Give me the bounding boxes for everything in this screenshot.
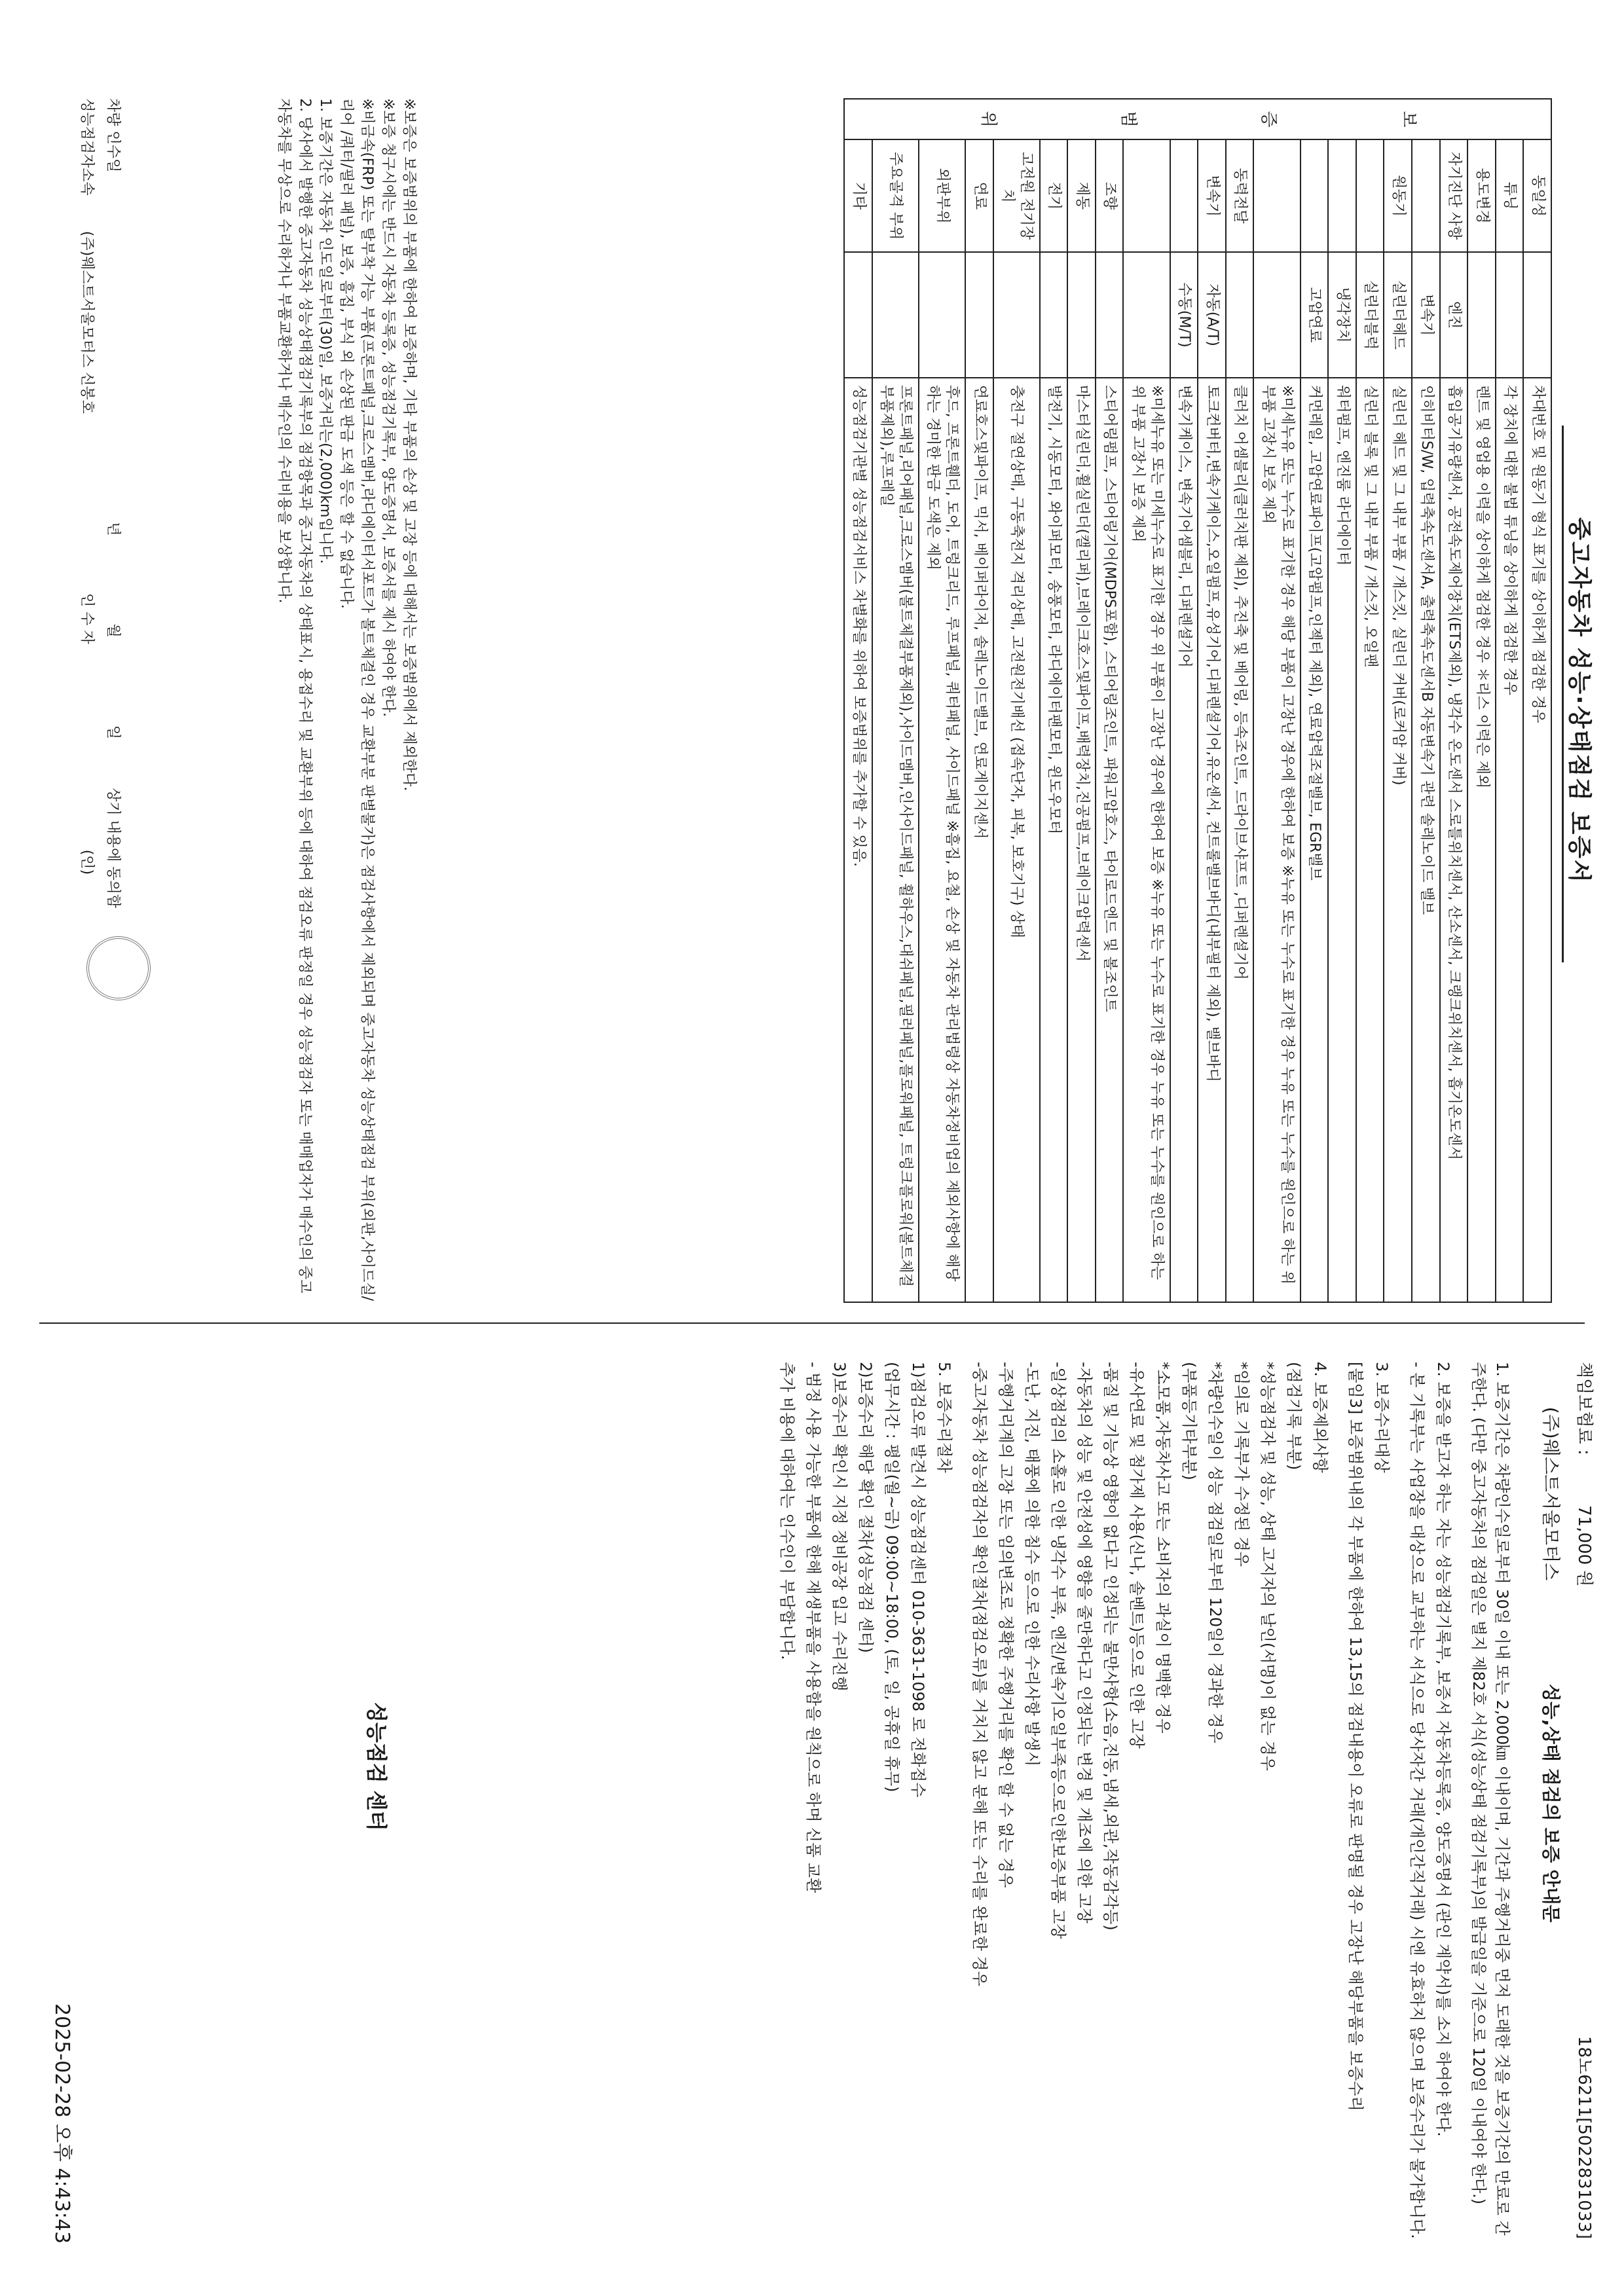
warranty-row (919, 99, 965, 1302)
row-subcategory (1523, 252, 1551, 378)
warranty-row (844, 99, 872, 1302)
row-category: 동력전달 (1226, 139, 1254, 252)
row-subcategory: 실린더블럭 (1356, 252, 1384, 378)
warranty-note: ※보증 청구시에는 반드시 자동차 등록증, 성능점검기록부, 양도증명서, 보증서를 제시 하여야 한다. (380, 98, 397, 718)
notice-title-line (1539, 1362, 1565, 2239)
row-description: 인히비터S/W, 입력축속도센서A, 출력축속도센서B 자동변속기 관련 솔레노이드 밸브 (1412, 378, 1440, 1302)
row-description: 토크컨버터,변속기케이스,오일펌프,유성기어,디퍼렌셜기어,유온센서, 컨트롤밸브바디(내부필터 제외), 밸브바디 (1198, 378, 1226, 1302)
row-category: 조향 (1096, 139, 1124, 252)
warranty-row (1124, 99, 1170, 1302)
row-subcategory (1496, 252, 1524, 378)
warranty-row (1356, 99, 1384, 1302)
row-description: 차대번호 및 원동기 형식 표기를 상이하게 점검한 경우 (1523, 378, 1551, 1302)
center-name: (주)웨스트서울모터스 신봉호 (79, 230, 95, 414)
row-subcategory (1467, 252, 1496, 378)
row-subcategory: 실린더헤드 (1384, 252, 1412, 378)
warranty-row (965, 99, 993, 1302)
notice-line: 3)보증수리 확인시 지정 정비공장 입고 수리진행 (830, 1362, 849, 1692)
notice-line: *차량인수일이 성능 점검일로부터 120일이 경과한 경우 (1206, 1362, 1225, 1743)
row-category (1170, 139, 1198, 252)
row-description: 마스터실린더,휠실린더(캘리퍼),브레이크호스및파이프,배력장치,진공펌프,브레이크압력센서 (1067, 378, 1096, 1302)
notice-line: 2)보증수리 해당 확인 절차(성능점검 센터) (857, 1362, 875, 1653)
warranty-table (843, 98, 1552, 1303)
row-category: 변속기 (1198, 139, 1226, 252)
warranty-row (1328, 99, 1356, 1302)
warranty-row (1226, 99, 1254, 1302)
row-category: 동일성 (1523, 139, 1551, 252)
row-subcategory (872, 252, 919, 378)
row-category (1301, 139, 1329, 252)
notice-line: -중고자동차 성능점검자의 확인절차(점검오류)를 거치지 않고 분해 또는 수리를 완료한 경우 (970, 1362, 989, 1986)
notice-company: (주)웨스트서울모터스 (1540, 1406, 1562, 1581)
warranty-row (1253, 99, 1300, 1302)
row-description: 렌트 및 영업용 이력을 상이하게 점검한 경우 ＊리스 이력은 제외 (1467, 378, 1496, 1302)
notice-line: -주행거리계의 고장 또는 임의변조로 정확한 주행거리를 확인 할 수 없는 경우 (997, 1362, 1015, 1888)
notice-line: 추가 비용에 대하여는 인수인이 부담합니다. (778, 1362, 796, 1660)
warranty-note: 2. 당사에서 발행한 중고자동차 성능상태점검기록부의 점검항목과 중고자동차의 상태표시, 용접수리 및 교환부위 등에 대하여 점검오류 판정일 경우 성능점검자 또는 매매업자가 매수인의 중고자동차를 무상으로 수리하거나 부품교환하거나 매수인의 수리비용을 보상합니다. (275, 98, 313, 1294)
notice-line: -품질 및 기능상 영향이 없다고 인정되는 불만사항(소음,진동,냄새,외관,작동감각등) (1101, 1362, 1120, 1931)
row-description: 변속기케이스, 변속기어셈블리, 디퍼렌셜기어 (1170, 378, 1198, 1302)
row-category: 외판부위 (919, 139, 965, 252)
warranty-row (1170, 99, 1198, 1302)
row-subcategory (844, 252, 872, 378)
scope-heading-char: 범 (1118, 111, 1138, 128)
row-subcategory: 변속기 (1412, 252, 1440, 378)
notice-line: -도난, 지진, 태풍에 의한 침수 등으로 인한 수리사항 발생시 (1023, 1362, 1041, 1767)
warranty-row (1523, 99, 1551, 1302)
notice-line: *성능점검자 및 성능, 상태 고지자의 날인(서명)이 없는 경우 (1259, 1362, 1277, 1771)
row-category (1356, 139, 1384, 252)
row-description: 흡입공기유량센서, 공전속도제어장치(ETS제외), 냉각수 온도센서 스로틀위치센서, 산소센서, 크랭크위치센서, 흡기온도센서 (1440, 378, 1468, 1302)
title-underline (1562, 426, 1564, 962)
year-label: 년 (105, 522, 121, 536)
row-subcategory (965, 252, 993, 378)
row-category: 고전원 전기장치 (993, 139, 1040, 252)
warranty-row (1040, 99, 1068, 1302)
row-subcategory (1124, 252, 1170, 378)
row-subcategory (1226, 252, 1254, 378)
company-seal-stamp (86, 936, 151, 1000)
notice-line: (업무시간 : 평일(월~금) 09:00~18:00, (토, 일, 공휴일 휴무) (883, 1362, 901, 1793)
warranty-row (1496, 99, 1524, 1302)
warranty-note: ※비금속(FRP) 또는 탈부착 가능 부품(프론트패널,크로스멤버,라디에이터서포트가 볼트체결인 경우 교환부분 판별불가)은 점검사항에서 제외되며 중고자동차 성능상태점검 부위(외판,사이드실/리어 /쿼터/필러 패널), 보증, 흠집, 부식 외 손상된 판금 도색 등은 할 수 없습니다. (338, 98, 376, 1302)
consent-label: 상기 내용에 동의함 (105, 788, 121, 909)
row-subcategory (993, 252, 1040, 378)
notice-line: -자동차의 성능 및 안전성에 영향을 줄만하다고 인정되는 변경 및 개조에 의한 고장 (1075, 1362, 1094, 1923)
row-description: 후드, 프론트휀더, 도어, 트렁크리드, 루프패널, 쿼터패널, 사이드패널 ※흠집, 요철, 손상 및 자동차 관리법령상 자동차정비업의 제외사항에 해당하는 경미한 판금 도색은 제외 (919, 378, 965, 1302)
page-divider (39, 1322, 1585, 1324)
row-description: 스티어링펌프, 스티어링기어(MDPS포함), 스티어링조인트, 파워고압호스, 타이로드엔드 및 볼조인트 (1096, 378, 1124, 1302)
row-category (1412, 139, 1440, 252)
notice-line: 2. 보증을 받고자 하는 자는 성능점검기록부, 보증서 자동차등록증, 양도증명서 (관인 계약서)를 소지 하여야 한다. (1434, 1362, 1452, 2137)
row-category (1124, 139, 1170, 252)
recipient-label: 인 수 자 (79, 592, 95, 644)
receipt-line (104, 98, 124, 1303)
warranty-row (1467, 99, 1496, 1302)
notice-title: 성능,상태 점검의 보증 안내문 (1540, 1684, 1562, 1923)
fee-label: 책임보험료 : (1574, 1362, 1594, 1455)
receipt-label: 차량 인수일 (105, 98, 121, 173)
warranty-row (1067, 99, 1096, 1302)
scope-heading-char: 위 (978, 111, 999, 128)
row-description: ※미세누유 또는 미세누수로 표기한 경우 위 부품이 고장난 경우에 한하여 보증 ※누유 또는 누수로 표기한 경우 누유 또는 누수를 원인으로 하는 위 부품 고장시 보증 제외 (1124, 378, 1170, 1302)
warranty-row (1440, 99, 1468, 1302)
row-subcategory: 엔진 (1440, 252, 1468, 378)
notice-line: [붙임3] 보증범위내의 각 부품에 한하여 13,15의 점검내용이 오류로 판명될 경우 고장난 해당부품을 보증수리 (1346, 1362, 1365, 2111)
warranty-note: 1. 보증기간은 자동차 인도일로부터(30)일, 보증거리는(2,000)km입니다. (317, 98, 334, 564)
print-datestamp: 2025-02-28 오후 4:43:43 (50, 2003, 73, 2244)
row-description: 실린더 블록 및 그 내부 부품 / 개스킷, 오일팬 (1356, 378, 1384, 1302)
row-subcategory: 고압연료 (1301, 252, 1329, 378)
warranty-row (1412, 99, 1440, 1302)
notice-line: 1)점검오류 발견시 성능점검센터 010-3631-1098 로 전화접수 (909, 1362, 927, 1798)
row-subcategory: 수동(M/T) (1170, 252, 1198, 378)
row-description: 실린더 헤드 및 그 내부 부품 / 개스킷, 실린더 커버(로커암 커버) (1384, 378, 1412, 1302)
row-category: 원동기 (1384, 139, 1412, 252)
row-subcategory (1096, 252, 1124, 378)
notice-line: -일상점검의 소홀로 인한 냉각수 부족, 엔진/변속기오일부족등으로인한보증부품 고장 (1049, 1362, 1067, 1939)
row-category (1328, 139, 1356, 252)
notice-body (773, 1362, 1526, 2239)
row-category (1253, 139, 1300, 252)
signature-line (78, 98, 98, 1303)
warranty-notes (273, 98, 419, 1303)
month-label: 월 (105, 623, 121, 638)
row-category: 기타 (844, 139, 872, 252)
warranty-row (1198, 99, 1226, 1302)
row-description: 각 장치에 대한 불법 튜닝을 상이하게 점검한 경우 (1496, 378, 1524, 1302)
notice-line: 1. 보증기간은 차량인수일로부터 30일 이내 또는 2,000㎞ 이내이며, 기간과 주행거리중 먼저 도래한 것을 보증기간의 만료로 간주한다. (다만 중고자동차의 점검일은 별지 제82호 서식(성능상태 점검기록부)의 발급일을 기준으로 120일 이내여야 한다.) (1469, 1362, 1511, 2236)
row-description: 성능점검기관별 성능점검서비스 차별화를 위하여 보증범위를 추가할 수 있음. (844, 378, 872, 1302)
row-category: 튜닝 (1496, 139, 1524, 252)
row-category: 연료 (965, 139, 993, 252)
notice-line: -유사연료 및 첨가제 사용(신나, 솔벤트)등으로 인한 고장 (1128, 1362, 1146, 1749)
row-subcategory (919, 252, 965, 378)
scope-heading-char: 보 (1398, 111, 1418, 128)
row-subcategory: 냉각장치 (1328, 252, 1356, 378)
row-subcategory: 자동(A/T) (1198, 252, 1226, 378)
row-description: ※미세누유 또는 누수로 표기한 경우 해당 부품이 고장난 경우에 한하여 보증 ※누유 또는 누수로 표기한 경우 누유 또는 누수를 원인으로 하는 위 부품 고장시 보증 제외 (1253, 378, 1300, 1302)
warranty-row (993, 99, 1040, 1302)
day-label: 일 (105, 725, 121, 740)
notice-line: (점검기록 부분) (1285, 1362, 1303, 1470)
notice-line: 5. 보증수리절차 (935, 1362, 953, 1473)
notice-line: 4. 보증제외사항 (1311, 1362, 1329, 1473)
seal-mark: (인) (79, 849, 95, 875)
row-description: 프론트패널,리어패널,크로스멤버(볼트체결부품제외),사이드멤버,인사이드패널, 휠하우스,대쉬패널,필러패널,플로워패널, 트렁크플로워(볼트체결부품제외),루프레일 (872, 378, 919, 1302)
notice-line: *소모품,자동차사고 또는 소비자의 과실이 명백한 경우 (1154, 1362, 1172, 1734)
notice-code: 18노6211[5022831033] (1574, 2035, 1594, 2239)
row-description: 충전구 절연상태, 구동축전지 격리상태, 고전원전기배선 (접속단자, 피복, 보호기구) 상태 (993, 378, 1040, 1302)
fee-value: 71,000 원 (1574, 1505, 1594, 1587)
row-category: 용도변경 (1467, 139, 1496, 252)
warranty-title: 중고자동차 성능·상태점검 보증서 (1566, 517, 1593, 884)
notice-line: (부품등기타부분) (1180, 1362, 1198, 1481)
notice-line: - 본 기록부는 사업장을 대상으로 교부하는 서식으로 당사자간 거래(개인간직거래) 시엔 유효하지 않으며 보증수리가 불가합니다. (1408, 1362, 1426, 2239)
row-category: 주요골격 부위 (872, 139, 919, 252)
warranty-row (1096, 99, 1124, 1302)
row-category: 전기 (1040, 139, 1068, 252)
row-description: 커먼레일, 고압연료파이프(고압펌프,인젝터 제외), 연료압력조절밸브, EGR밸브 (1301, 378, 1329, 1302)
warranty-row (1384, 99, 1412, 1302)
warranty-row (872, 99, 919, 1302)
row-description: 연료호스및파이프, 믹서, 베이퍼라이저, 솔레노이드밸브, 연료게이지센서 (965, 378, 993, 1302)
notice-line: - 범정 사용 가능한 부품에 한해 재생부품을 사용함을 원칙으로 하며 신품 교환 (804, 1362, 822, 1893)
notice-center-name: 성능점검 센터 (364, 1702, 389, 1831)
notice-line: 3. 보증수리대상 (1373, 1362, 1391, 1473)
row-subcategory (1040, 252, 1068, 378)
warranty-scope-heading (844, 99, 1551, 139)
row-description: 발전기, 시동모터, 와이퍼모터, 송풍모터, 라디에이터팬모터, 윈도우모터 (1040, 378, 1068, 1302)
row-subcategory (1253, 252, 1300, 378)
warranty-row (1301, 99, 1329, 1302)
warranty-note: ※보증은 보증범위의 부품에 한하여 보증하며, 기타 부품의 손상 및 고장 등에 대해서는 보증범위에서 제외한다. (401, 98, 417, 792)
row-category: 제동 (1067, 139, 1096, 252)
row-category: 자기진단 사항 (1440, 139, 1468, 252)
scope-heading-char: 증 (1258, 111, 1278, 128)
row-description: 클러치 어셈블리(클러치판 제외), 추진축 및 베어링, 등속조인트, 드라이브샤프트 ,디퍼렌셜기어 (1226, 378, 1254, 1302)
center-label: 성능점검자소속 (79, 98, 95, 196)
notice-line: *임의로 기록부가 수정된 경우 (1232, 1362, 1251, 1567)
notice-header (1574, 1362, 1598, 2239)
row-subcategory (1067, 252, 1096, 378)
row-description: 워터펌프, 엔진룸 라디에이터 (1328, 378, 1356, 1302)
